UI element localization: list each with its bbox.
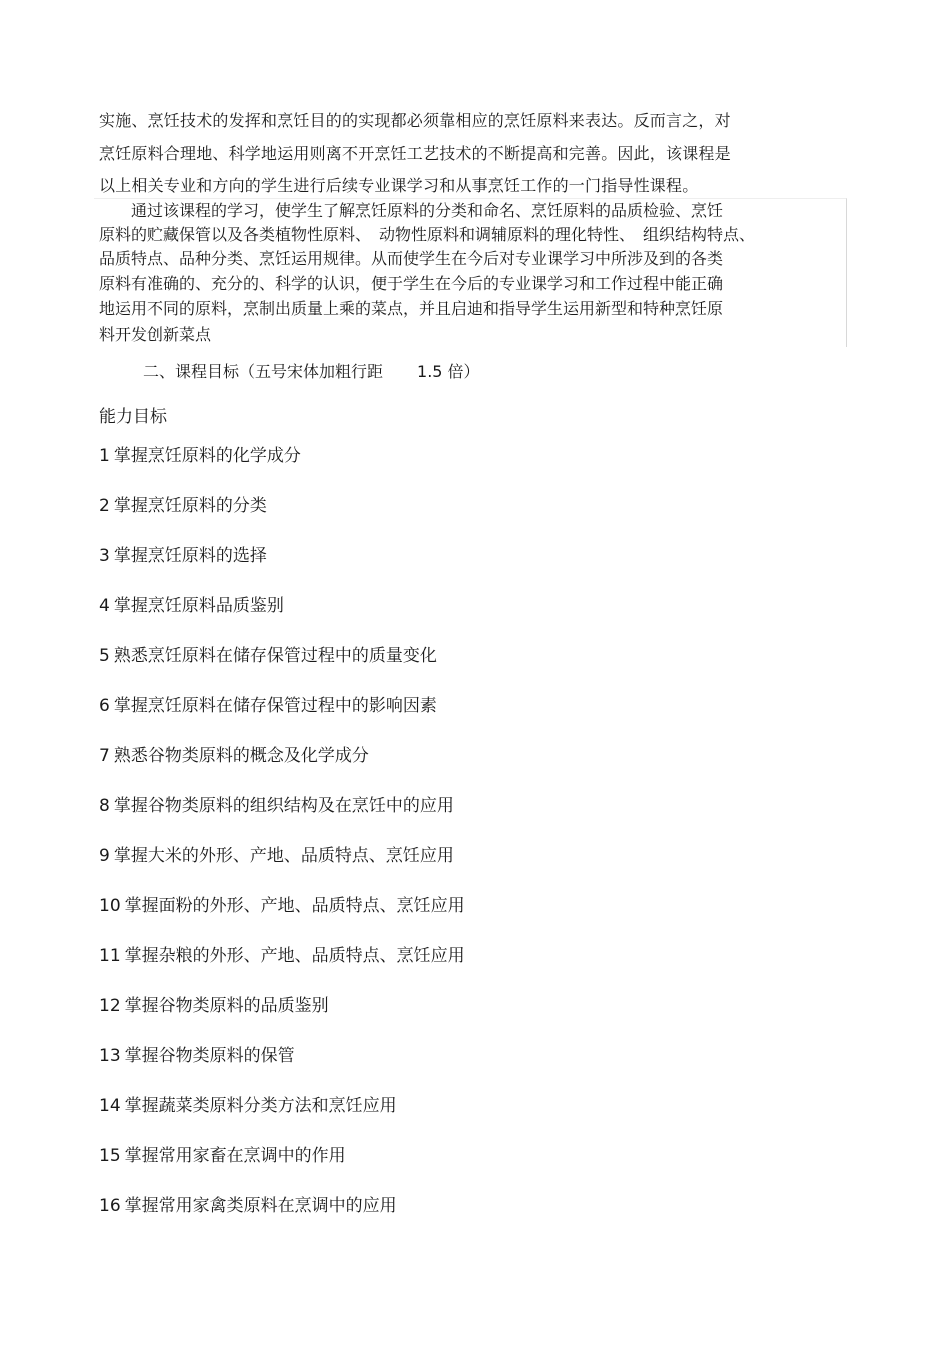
description-line-6: 料开发创新菜点 <box>99 325 212 344</box>
item-number: 2 <box>99 496 110 516</box>
item-number: 4 <box>99 596 110 616</box>
ability-goal-list <box>99 444 465 1244</box>
item-number: 7 <box>99 746 110 766</box>
item-text: 掌握谷物类原料的组织结构及在烹饪中的应用 <box>113 796 454 816</box>
description-line-1: 通过该课程的学习，使学生了解烹饪原料的分类和命名、烹饪原料的品质检验、烹饪 <box>99 201 724 220</box>
intro-line-1: 实施、烹饪技术的发挥和烹饪目的的实现都必须靠相应的烹饪原料来表达。反而言之，对 <box>99 111 731 130</box>
item-number: 8 <box>99 796 110 816</box>
item-number: 16 <box>99 1196 121 1216</box>
list-item <box>99 894 465 944</box>
list-item <box>99 994 465 1044</box>
list-item <box>99 944 465 994</box>
item-number: 1 <box>99 446 110 466</box>
intro-line-2: 烹饪原料合理地、科学地运用则离不开烹饪工艺技术的不断提高和完善。因此，该课程是 <box>99 144 731 163</box>
item-text: 掌握烹饪原料的分类 <box>113 496 267 516</box>
item-text: 掌握蔬菜类原料分类方法和烹饪应用 <box>124 1096 397 1116</box>
item-text: 熟悉谷物类原料的概念及化学成分 <box>113 746 369 766</box>
list-item <box>99 494 465 544</box>
item-text: 掌握烹饪原料的选择 <box>113 546 267 566</box>
list-item <box>99 444 465 494</box>
item-number: 11 <box>99 946 121 966</box>
list-item <box>99 644 465 694</box>
item-number: 6 <box>99 696 110 716</box>
ability-title: 能力目标 <box>99 407 167 427</box>
item-number: 13 <box>99 1046 121 1066</box>
section-heading-main: 二、课程目标（五号宋体加粗行距 <box>143 362 384 381</box>
item-text: 掌握杂粮的外形、产地、品质特点、烹饪应用 <box>124 946 465 966</box>
item-number: 9 <box>99 846 110 866</box>
list-item <box>99 594 465 644</box>
item-text: 掌握谷物类原料的品质鉴别 <box>124 996 329 1016</box>
item-text: 熟悉烹饪原料在储存保管过程中的质量变化 <box>113 646 437 666</box>
description-line-2: 原料的贮藏保管以及各类植物性原料、 动物性原料和调辅原料的理化特性、 组织结构特点、 <box>99 225 756 244</box>
list-item <box>99 794 465 844</box>
item-number: 5 <box>99 646 110 666</box>
list-item <box>99 544 465 594</box>
item-text: 掌握烹饪原料品质鉴别 <box>113 596 284 616</box>
course-description-box <box>94 198 847 347</box>
section-heading <box>143 361 480 383</box>
list-item <box>99 1144 465 1194</box>
item-text: 掌握大米的外形、产地、品质特点、烹饪应用 <box>113 846 454 866</box>
item-text: 掌握常用家畜在烹调中的作用 <box>124 1146 346 1166</box>
description-line-5: 地运用不同的原料，烹制出质量上乘的菜点，并且启迪和指导学生运用新型和特种烹饪原 <box>99 299 724 318</box>
item-text: 掌握烹饪原料在储存保管过程中的影响因素 <box>113 696 437 716</box>
description-line-3: 品质特点、品种分类、烹饪运用规律。从而使学生在今后对专业课学习中所涉及到的各类 <box>99 249 724 268</box>
list-item <box>99 744 465 794</box>
intro-line-3: 以上相关专业和方向的学生进行后续专业课学习和从事烹饪工作的一门指导性课程。 <box>99 176 699 195</box>
list-item <box>99 844 465 894</box>
list-item <box>99 1194 465 1244</box>
item-text: 掌握谷物类原料的保管 <box>124 1046 295 1066</box>
item-text: 掌握常用家禽类原料在烹调中的应用 <box>124 1196 397 1216</box>
list-item <box>99 694 465 744</box>
description-line-4: 原料有准确的、充分的、科学的认识，便于学生在今后的专业课学习和工作过程中能正确 <box>99 274 724 293</box>
list-item <box>99 1094 465 1144</box>
item-text: 掌握面粉的外形、产地、品质特点、烹饪应用 <box>124 896 465 916</box>
list-item <box>99 1044 465 1094</box>
item-number: 12 <box>99 996 121 1016</box>
item-number: 14 <box>99 1096 121 1116</box>
item-number: 15 <box>99 1146 121 1166</box>
section-heading-tail: 1.5 倍） <box>417 362 480 381</box>
item-number: 10 <box>99 896 121 916</box>
item-text: 掌握烹饪原料的化学成分 <box>113 446 301 466</box>
item-number: 3 <box>99 546 110 566</box>
